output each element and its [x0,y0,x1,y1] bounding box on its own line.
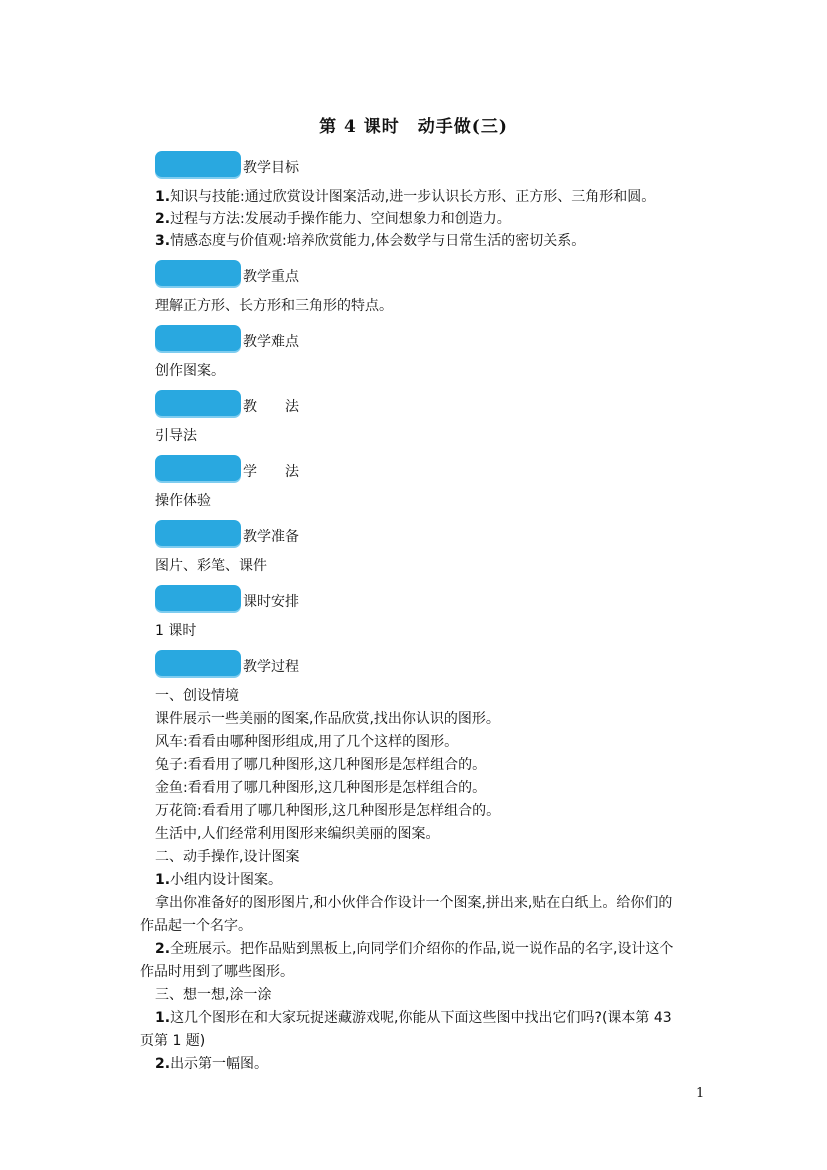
process-heading: 二、动手操作,设计图案 [155,849,300,865]
page-title: 第 4 课时 动手做(三) [319,117,508,137]
section-body: 图片、彩笔、课件 [155,558,267,574]
process-line: 风车:看看由哪种图形组成,用了几个这样的图形。 [155,734,459,750]
process-line: 2.全班展示。把作品贴到黑板上,向同学们介绍你的作品,说一说作品的名字,设计这个 [155,941,674,957]
process-line: 课件展示一些美丽的图案,作品欣赏,找出你认识的图形。 [155,711,500,727]
section-tab-marker [155,585,241,611]
section-label: 学 法 [243,464,299,480]
section-body: 操作体验 [155,493,211,509]
page-number: 1 [696,1086,705,1101]
process-line: 兔子:看看用了哪几种图形,这几种图形是怎样组合的。 [155,757,487,773]
process-heading: 三、想一想,涂一涂 [155,987,272,1003]
process-line: 作品起一个名字。 [140,918,252,934]
section-label: 教学目标 [243,160,299,176]
process-line: 2.出示第一幅图。 [155,1056,269,1072]
goal-item: 3.情感态度与价值观:培养欣赏能力,体会数学与日常生活的密切关系。 [155,233,586,249]
process-line: 金鱼:看看用了哪几种图形,这几种图形是怎样组合的。 [155,780,487,796]
section-body: 创作图案。 [155,363,225,379]
process-line: 作品时用到了哪些图形。 [140,964,294,980]
section-label: 教学过程 [243,659,299,675]
section-label: 教 法 [243,399,299,415]
process-line: 万花筒:看看用了哪几种图形,这几种图形是怎样组合的。 [155,803,501,819]
section-tab-marker [155,325,241,351]
section-body: 理解正方形、长方形和三角形的特点。 [155,298,393,314]
process-line: 生活中,人们经常利用图形来编织美丽的图案。 [155,826,440,842]
section-body: 1 课时 [155,623,197,639]
section-tab-marker [155,520,241,546]
section-label: 教学难点 [243,334,299,350]
section-label: 教学重点 [243,269,299,285]
process-line: 拿出你准备好的图形图片,和小伙伴合作设计一个图案,拼出来,贴在白纸上。给你们的 [155,895,673,911]
process-heading: 一、创设情境 [155,688,239,704]
section-tab-marker [155,455,241,481]
goal-item: 1.知识与技能:通过欣赏设计图案活动,进一步认识长方形、正方形、三角形和圆。 [155,189,656,205]
section-tab-marker [155,260,241,286]
process-line: 1.小组内设计图案。 [155,872,283,888]
goal-item: 2.过程与方法:发展动手操作能力、空间想象力和创造力。 [155,211,511,227]
section-label: 课时安排 [243,594,299,610]
section-label: 教学准备 [243,529,299,545]
section-body: 引导法 [155,428,197,444]
section-tab-marker [155,151,241,177]
process-line: 1.这几个图形在和大家玩捉迷藏游戏呢,你能从下面这些图中找出它们吗?(课本第 43 [155,1010,672,1026]
section-tab-marker [155,390,241,416]
section-tab-marker [155,650,241,676]
process-line: 页第 1 题) [140,1033,206,1049]
